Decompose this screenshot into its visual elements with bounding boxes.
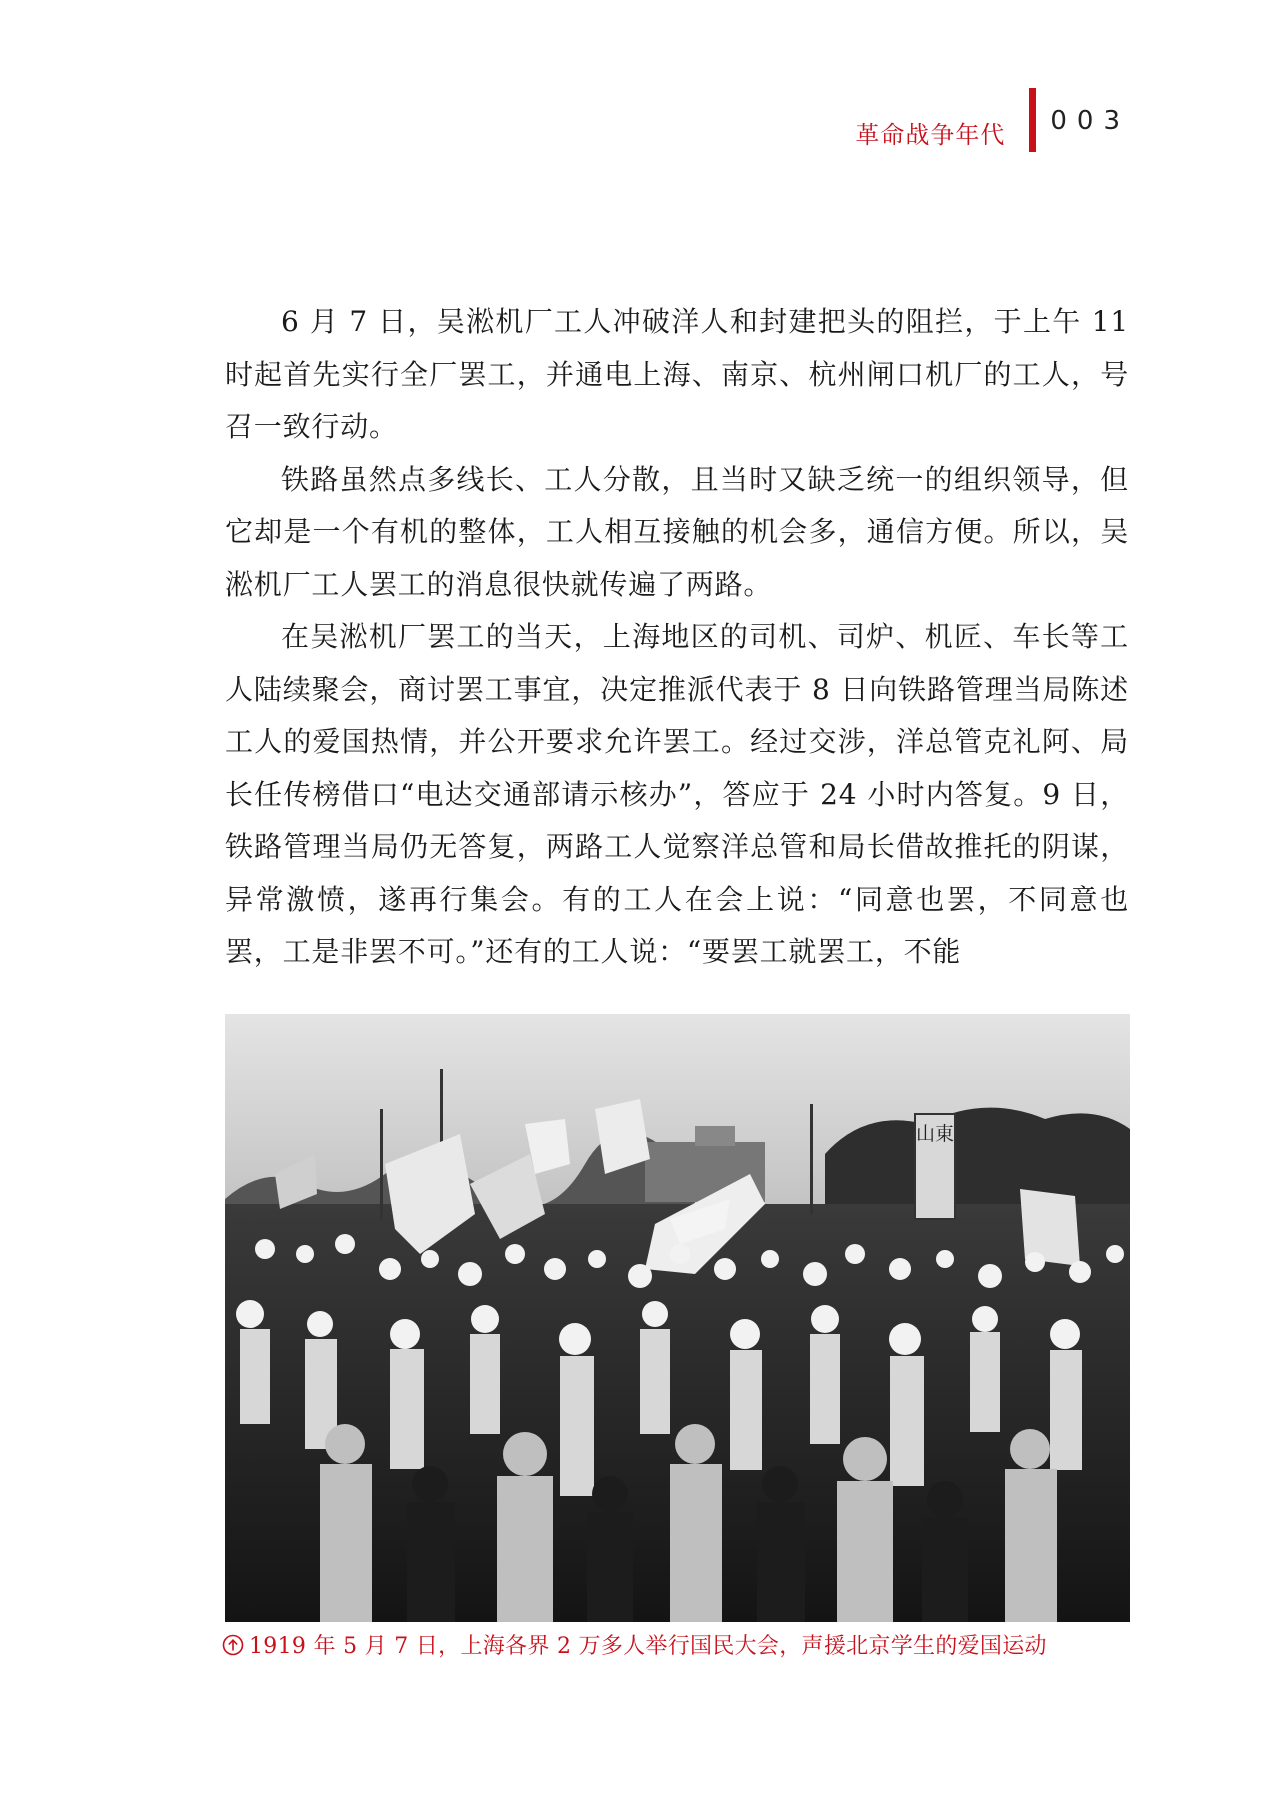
paragraph: 在吴淞机厂罢工的当天，上海地区的司机、司炉、机匠、车长等工人陆续聚会，商讨罢工事宜，决定推派代表于 8 日向铁路管理当局陈述工人的爱国热情，并公开要求允许罢工。经过交涉，洋总管克礼阿、局长任传榜借口“电达交通部请示核办”，答应于 24 小时内答复。9 日，铁路管理当局仍无答复，两路工人觉察洋总管和局长借故推托的阴谋，异常激愤，遂再行集会。有的工人在会上说：“同意也罢，不同意也罢，工是非罢不可。”还有的工人说：“要罢工就罢工，不能	[225, 620, 1129, 968]
paragraph: 铁路虽然点多线长、工人分散，且当时又缺乏统一的组织领导，但它却是一个有机的整体，工人相互接触的机会多，通信方便。所以，吴淞机厂工人罢工的消息很快就传遍了两路。	[225, 462, 1129, 601]
header-divider	[1029, 88, 1036, 152]
banner-text-1: 山東	[915, 1123, 955, 1145]
section-title: 革命战争年代	[855, 120, 1006, 149]
page-number: 003	[1050, 106, 1130, 136]
arrow-up-circle-icon	[222, 1634, 244, 1656]
photo-caption	[222, 1629, 1142, 1660]
historical-photo	[225, 1014, 1130, 1622]
paragraph: 6 月 7 日，吴淞机厂工人冲破洋人和封建把头的阻拦，于上午 11 时起首先实行全厂罢工，并通电上海、南京、杭州闸口机厂的工人，号召一致行动。	[225, 305, 1129, 443]
caption-text: 1919 年 5 月 7 日，上海各界 2 万多人举行国民大会，声援北京学生的爱国运动	[249, 1634, 1047, 1659]
article-body	[225, 296, 1129, 979]
running-header	[855, 88, 1130, 152]
